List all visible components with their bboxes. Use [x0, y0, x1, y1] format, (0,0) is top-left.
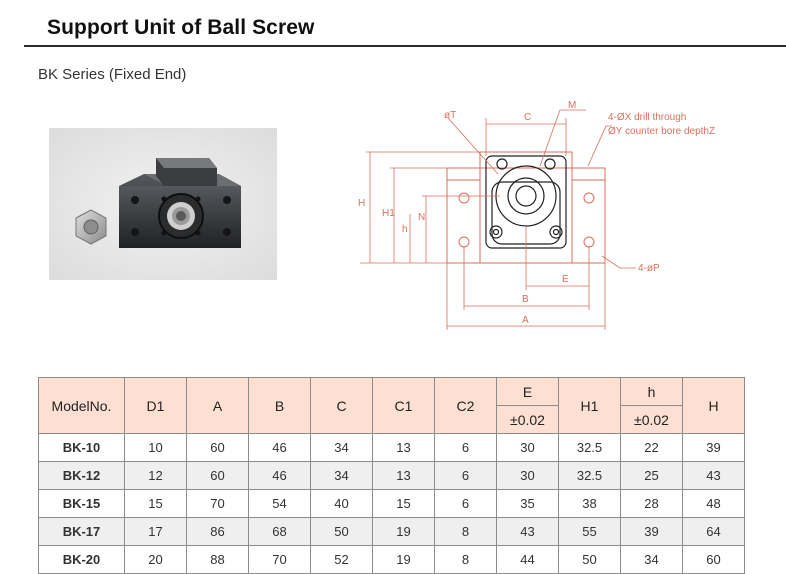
table-cell: 8	[435, 546, 497, 574]
dim-label-N: N	[418, 212, 426, 223]
table-cell: 39	[683, 434, 745, 462]
table-cell: 30	[497, 434, 559, 462]
table-cell: 44	[497, 546, 559, 574]
table-cell: 52	[311, 546, 373, 574]
table-cell: 50	[311, 518, 373, 546]
table-cell: 25	[621, 462, 683, 490]
dim-label-P: 4-øP	[638, 263, 660, 274]
table-cell: 22	[621, 434, 683, 462]
col-header-A: A	[187, 378, 249, 434]
dimension-drawing	[350, 96, 750, 336]
table-cell: 54	[249, 490, 311, 518]
table-cell: 43	[683, 462, 745, 490]
col-header-h: h	[621, 378, 683, 406]
table-cell: 34	[311, 434, 373, 462]
dim-label-C: C	[524, 112, 532, 123]
table-cell: 40	[311, 490, 373, 518]
dim-label-M: M	[568, 100, 577, 111]
col-header-E-tolerance: ±0.02	[497, 406, 559, 434]
col-header-C2: C2	[435, 378, 497, 434]
col-header-H1: H1	[559, 378, 621, 434]
col-header-h-tolerance: ±0.02	[621, 406, 683, 434]
table-cell: 39	[621, 518, 683, 546]
drill-note-2: ØY counter bore depthZ	[608, 126, 716, 137]
table-cell: 43	[497, 518, 559, 546]
table-row	[39, 434, 745, 462]
series-subtitle: BK Series (Fixed End)	[38, 66, 187, 83]
page-title: Support Unit of Ball Screw	[47, 16, 315, 39]
table-cell: 13	[373, 434, 435, 462]
table-cell: 60	[187, 462, 249, 490]
table-cell: 60	[187, 434, 249, 462]
col-header-B: B	[249, 378, 311, 434]
dim-label-h: h	[402, 224, 408, 235]
table-cell: 38	[559, 490, 621, 518]
model-cell: BK-15	[39, 490, 125, 518]
table-cell: 34	[621, 546, 683, 574]
dim-label-H1: H1	[382, 208, 395, 219]
model-cell: BK-12	[39, 462, 125, 490]
table-cell: 19	[373, 518, 435, 546]
spec-table	[38, 377, 745, 574]
col-header-C: C	[311, 378, 373, 434]
table-row	[39, 546, 745, 574]
table-cell: 55	[559, 518, 621, 546]
model-cell: BK-17	[39, 518, 125, 546]
drill-note-1: 4-ØX drill through	[608, 112, 687, 123]
table-cell: 32.5	[559, 434, 621, 462]
table-cell: 8	[435, 518, 497, 546]
table-cell: 15	[125, 490, 187, 518]
table-cell: 32.5	[559, 462, 621, 490]
table-cell: 46	[249, 434, 311, 462]
table-cell: 35	[497, 490, 559, 518]
table-cell: 86	[187, 518, 249, 546]
table-cell: 30	[497, 462, 559, 490]
table-cell: 20	[125, 546, 187, 574]
col-header-D1: D1	[125, 378, 187, 434]
table-cell: 10	[125, 434, 187, 462]
table-cell: 70	[249, 546, 311, 574]
table-row	[39, 518, 745, 546]
table-cell: 60	[683, 546, 745, 574]
table-cell: 88	[187, 546, 249, 574]
col-header-C1: C1	[373, 378, 435, 434]
table-cell: 64	[683, 518, 745, 546]
dim-label-A: A	[522, 315, 529, 326]
table-cell: 6	[435, 462, 497, 490]
table-cell: 70	[187, 490, 249, 518]
model-cell: BK-20	[39, 546, 125, 574]
dim-label-B: B	[522, 294, 529, 305]
table-cell: 34	[311, 462, 373, 490]
col-header-H: H	[683, 378, 745, 434]
table-cell: 6	[435, 434, 497, 462]
table-cell: 48	[683, 490, 745, 518]
model-cell: BK-10	[39, 434, 125, 462]
col-header-model: ModelNo.	[39, 378, 125, 434]
col-header-E: E	[497, 378, 559, 406]
table-cell: 28	[621, 490, 683, 518]
table-cell: 6	[435, 490, 497, 518]
dim-label-H: H	[358, 198, 366, 209]
table-cell: 17	[125, 518, 187, 546]
dim-label-E: E	[562, 274, 569, 285]
title-divider	[24, 45, 786, 47]
table-cell: 19	[373, 546, 435, 574]
dim-label-T: øT	[444, 110, 457, 121]
table-cell: 13	[373, 462, 435, 490]
table-cell: 15	[373, 490, 435, 518]
table-cell: 50	[559, 546, 621, 574]
table-cell: 12	[125, 462, 187, 490]
product-photo	[49, 128, 277, 280]
table-row	[39, 490, 745, 518]
table-row	[39, 462, 745, 490]
table-cell: 46	[249, 462, 311, 490]
table-cell: 68	[249, 518, 311, 546]
